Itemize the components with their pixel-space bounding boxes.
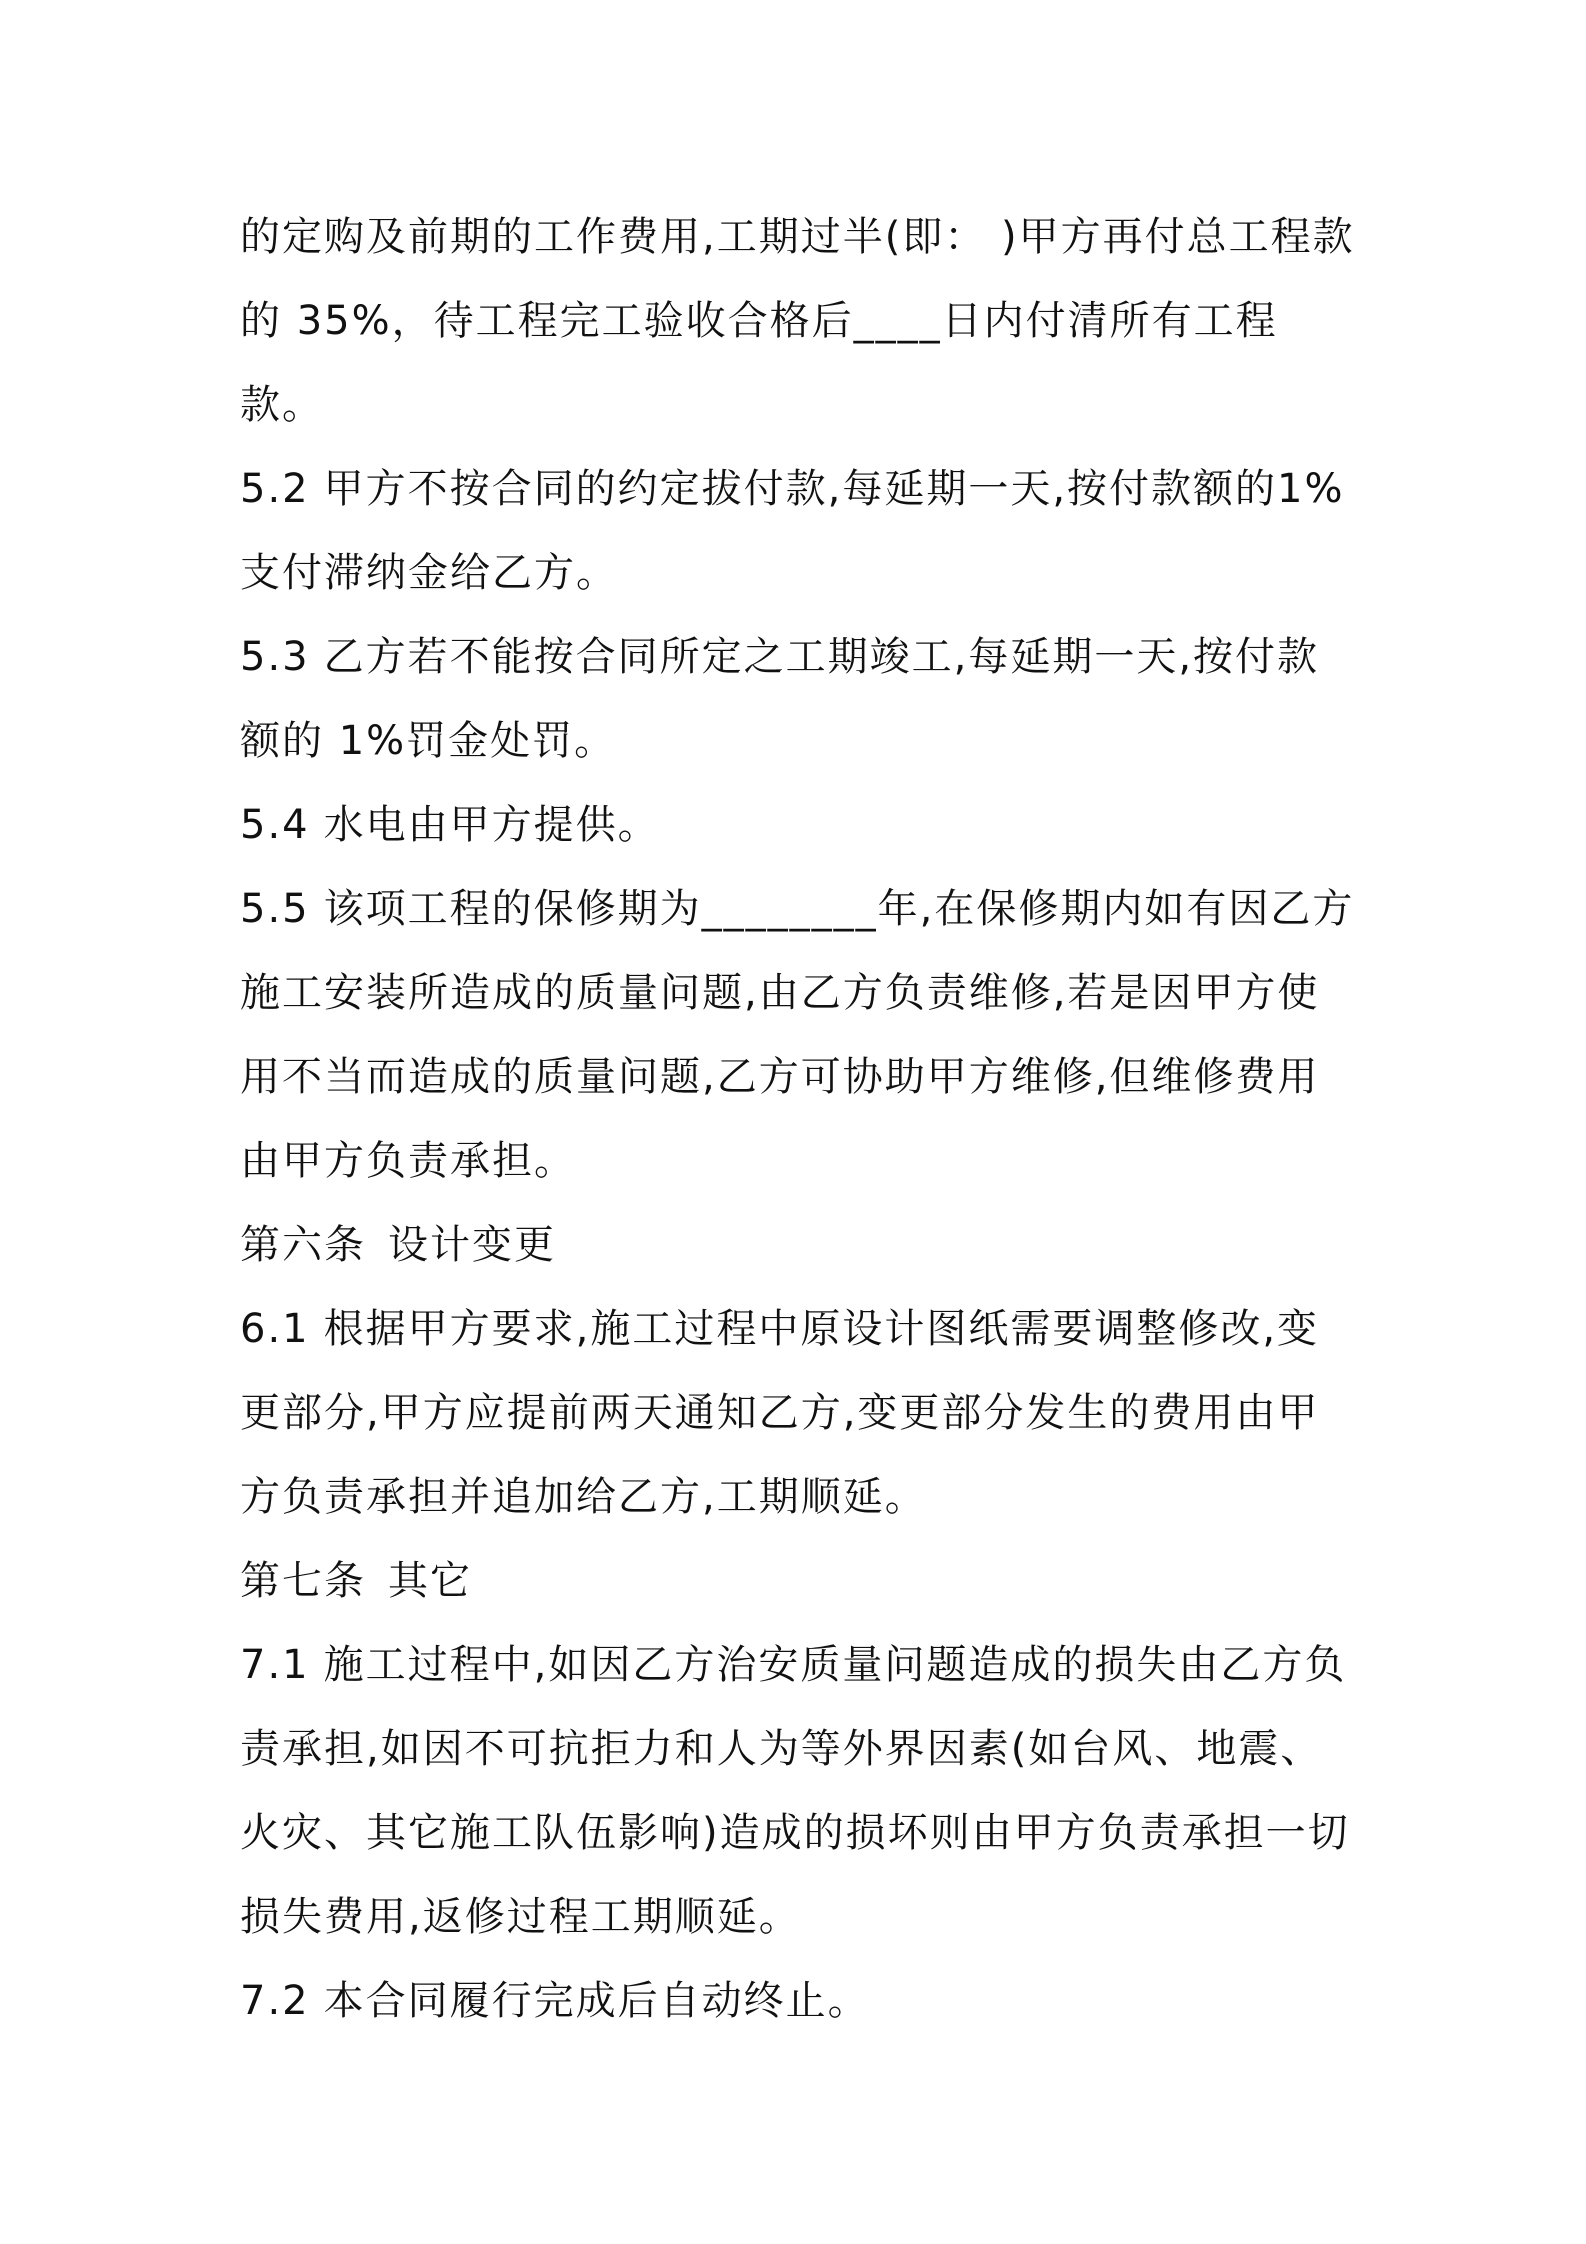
clause-number: 7.2 [240,1978,310,2024]
article-7-heading [240,1539,1360,1623]
clause-text: 本合同履行完成后自动终止。 [323,1978,870,2024]
clause-text: 水电由甲方提供。 [323,802,660,848]
clause-7-1 [240,1623,1360,1959]
contract-body [240,195,1360,2043]
article-title: 设计变更 [388,1222,556,1268]
clause-5-2 [240,447,1360,615]
clause-5-5 [240,867,1360,1203]
clause-6-1 [240,1287,1360,1539]
article-6-heading [240,1203,1360,1287]
clause-number: 5.2 [240,466,310,512]
paragraph-text: 的定购及前期的工作费用,工期过半(即： )甲方再付总工程款的 35%，待工程完工验收合格后____日内付清所有工程款。 [240,214,1355,428]
clause-number: 5.4 [240,802,310,848]
clause-number: 5.3 [240,634,310,680]
clause-number: 5.5 [240,886,310,932]
clause-text: 该项工程的保修期为________年,在保修期内如有因乙方施工安装所造成的质量问题,由乙方负责维修,若是因甲方使用不当而造成的质量问题,乙方可协助甲方维修,但维修费用由甲方负责承担。 [240,886,1355,1184]
article-number: 第七条 [240,1558,366,1604]
article-title: 其它 [388,1558,472,1604]
clause-text: 甲方不按合同的约定拔付款,每延期一天,按付款额的1%支付滞纳金给乙方。 [240,466,1345,596]
clause-number: 7.1 [240,1642,310,1688]
clause-7-2 [240,1959,1360,2043]
clause-text: 乙方若不能按合同所定之工期竣工,每延期一天,按付款额的 1%罚金处罚。 [240,634,1320,764]
clause-text: 施工过程中,如因乙方治安质量问题造成的损失由乙方负责承担,如因不可抗拒力和人为等外界因素(如台风、地震、火灾、其它施工队伍影响)造成的损坏则由甲方负责承担一切损失费用,返修过程工期顺延。 [240,1642,1350,1940]
article-number: 第六条 [240,1222,366,1268]
paragraph-payment-terms [240,195,1360,447]
clause-5-3 [240,615,1360,783]
clause-number: 6.1 [240,1306,310,1352]
clause-5-4 [240,783,1360,867]
clause-text: 根据甲方要求,施工过程中原设计图纸需要调整修改,变更部分,甲方应提前两天通知乙方,变更部分发生的费用由甲方负责承担并追加给乙方,工期顺延。 [240,1306,1320,1520]
